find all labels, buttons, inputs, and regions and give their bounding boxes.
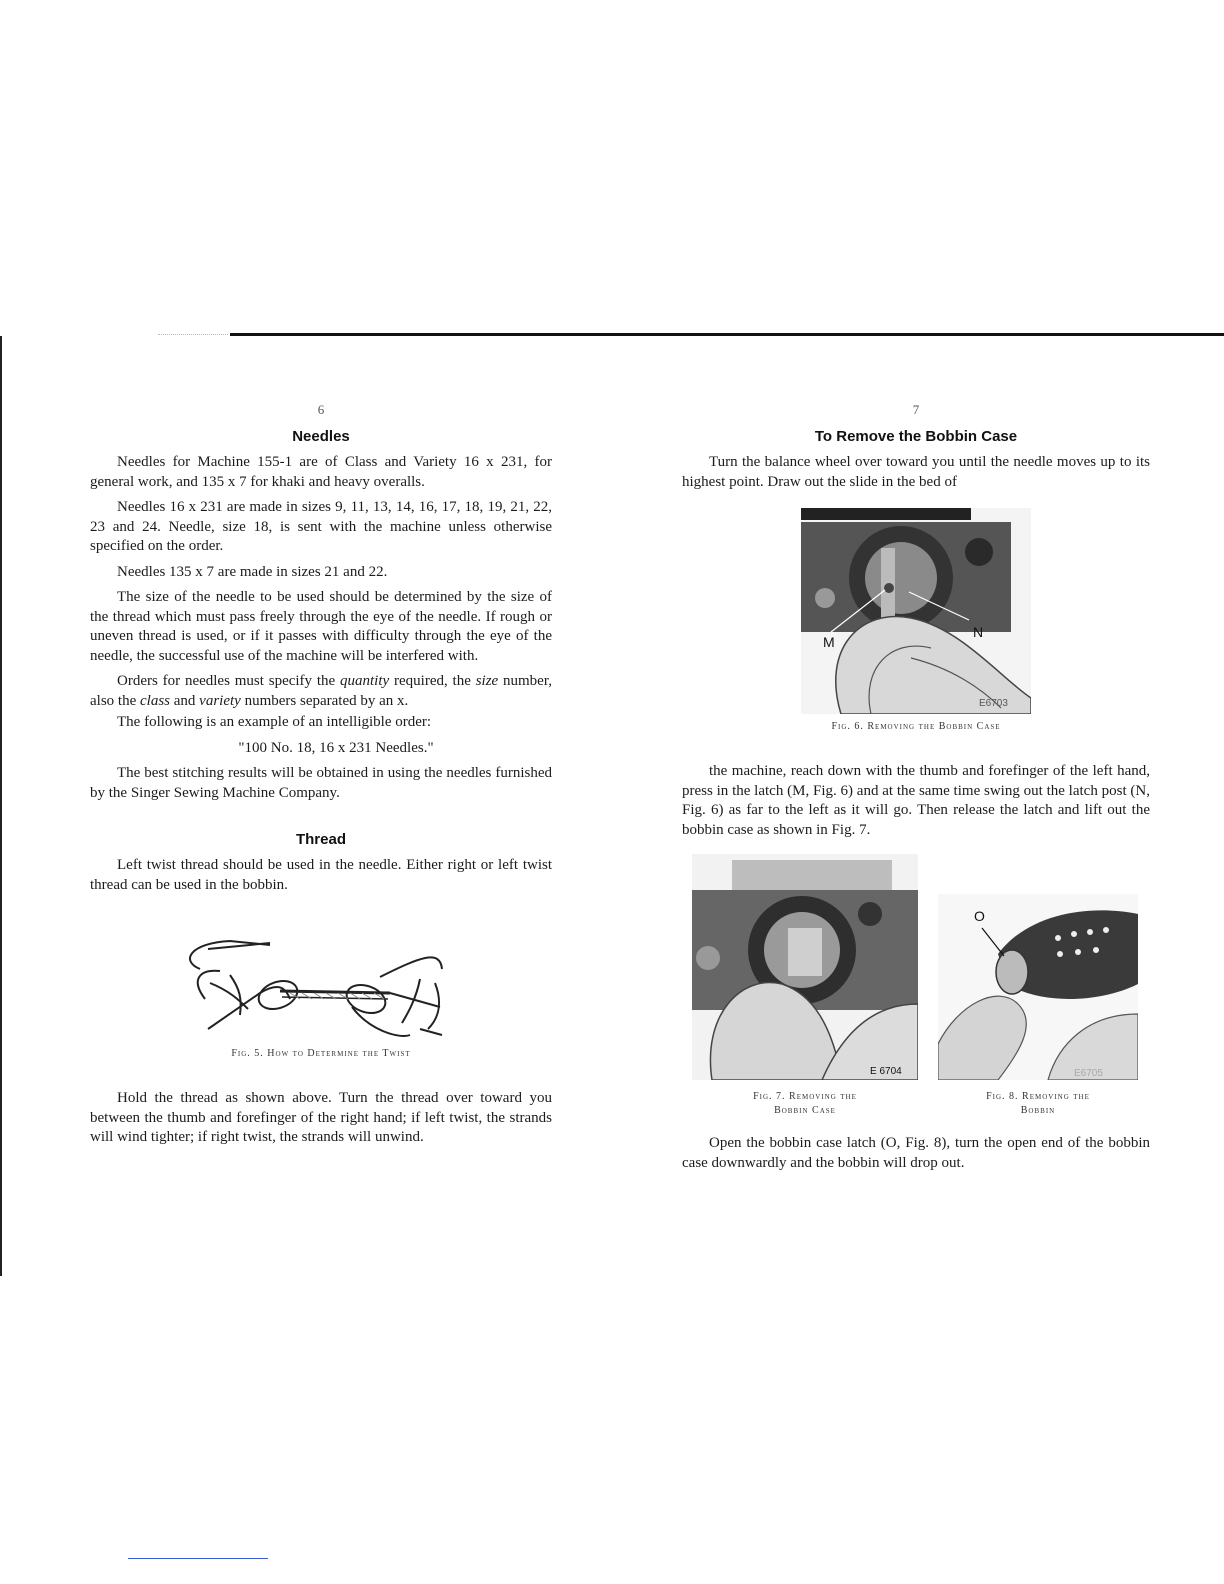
needles-heading: Needles bbox=[292, 428, 350, 445]
top-rule-dots bbox=[158, 334, 228, 335]
page-number-right: 7 bbox=[912, 402, 920, 417]
figure-8-removing-bobbin bbox=[938, 894, 1138, 1080]
figure-5-caption: Fig. 5. How to Determine the Twist bbox=[231, 1048, 411, 1059]
figure-7-removing-bobbin-case bbox=[692, 854, 918, 1080]
thread-paragraph-1: Left twist thread should be used in the needle. Either right or left twist thread can be used in the bobbin. bbox=[90, 857, 552, 893]
needles-paragraph-1: Needles for Machine 155-1 are of Class and Variety 16 x 231, for general work, and 135 x 7 for khaki and heavy overalls. bbox=[90, 454, 552, 490]
needles-paragraph-5: Orders for needles must specify the quantity required, the size number, also the class and variety numbers separated by an x. bbox=[90, 673, 552, 709]
needles-paragraph-8: The best stitching results will be obtained in using the needles furnished by the Singer Sewing Machine Company. bbox=[90, 765, 552, 801]
figure-5-thread-twist bbox=[90, 919, 552, 1039]
needles-order-example: "100 No. 18, 16 x 231 Needles." bbox=[238, 739, 434, 756]
thread-heading: Thread bbox=[295, 831, 346, 848]
right-page bbox=[682, 402, 1150, 1179]
figure-6-code: E6703 bbox=[979, 698, 1008, 709]
thread-paragraph-2: Hold the thread as shown above. Turn the thread over toward you between the thumb and forefinger of the right hand; if left twist, the strands will wind tighter; if right twist, the strands will unwind. bbox=[90, 1090, 552, 1145]
figure-8-label-o: O bbox=[974, 908, 985, 924]
figure-6-label-n: N bbox=[973, 624, 984, 640]
top-rule bbox=[230, 333, 1224, 336]
page-number-left: 6 bbox=[317, 402, 325, 417]
figure-8-caption: Fig. 8. Removing the Bobbin bbox=[986, 1091, 1090, 1116]
left-edge-line bbox=[0, 336, 2, 1276]
thread-twist-illustration bbox=[90, 919, 552, 1039]
bobbin-paragraph-1: Turn the balance wheel over toward you until the needle moves up to its highest point. Draw out the slide in the bed of bbox=[682, 454, 1150, 490]
figure-7-photo bbox=[692, 854, 918, 1080]
needles-paragraph-2: Needles 16 x 231 are made in sizes 9, 11, 13, 14, 16, 17, 18, 19, 21, 22, 23 and 24. Needle, size 18, is sent with the machine unless otherwise specified on the order. bbox=[90, 499, 552, 554]
figure-6-removing-bobbin-case bbox=[801, 508, 1031, 714]
needles-paragraph-4: The size of the needle to be used should be determined by the size of the thread which must pass freely through the eye of the needle. If rough or uneven thread is used, or if it passes with difficulty through the eye of the needle, the successful use of the machine will be interfered with. bbox=[90, 589, 552, 664]
figure-6-photo bbox=[801, 508, 1031, 714]
figures-7-8-row bbox=[682, 854, 1150, 1124]
remove-bobbin-case-heading: To Remove the Bobbin Case bbox=[814, 428, 1018, 445]
needles-paragraph-6: The following is an example of an intelligible order: bbox=[117, 714, 432, 730]
figure-8-photo bbox=[938, 894, 1138, 1080]
figure-6-caption: Fig. 6. Removing the Bobbin Case bbox=[831, 721, 1001, 732]
figure-7-code: E 6704 bbox=[870, 1066, 902, 1077]
bobbin-paragraph-3: Open the bobbin case latch (O, Fig. 8), turn the open end of the bobbin case downwardly and the bobbin will drop out. bbox=[682, 1135, 1150, 1171]
needles-paragraph-3: Needles 135 x 7 are made in sizes 21 and 22. bbox=[117, 563, 388, 580]
figure-6-label-m: M bbox=[823, 634, 835, 650]
bottom-link-line bbox=[128, 1558, 268, 1559]
bobbin-paragraph-2: the machine, reach down with the thumb and forefinger of the left hand, press in the latch (M, Fig. 6) and at the same time swing out the latch post (N, Fig. 6) as far to the left as it will go. Then release the latch and lift out the bobbin case as shown in Fig. 7. bbox=[682, 763, 1150, 838]
figure-8-code: E6705 bbox=[1074, 1068, 1103, 1079]
left-page bbox=[90, 402, 552, 1154]
figure-7-caption: Fig. 7. Removing the Bobbin Case bbox=[753, 1091, 857, 1116]
